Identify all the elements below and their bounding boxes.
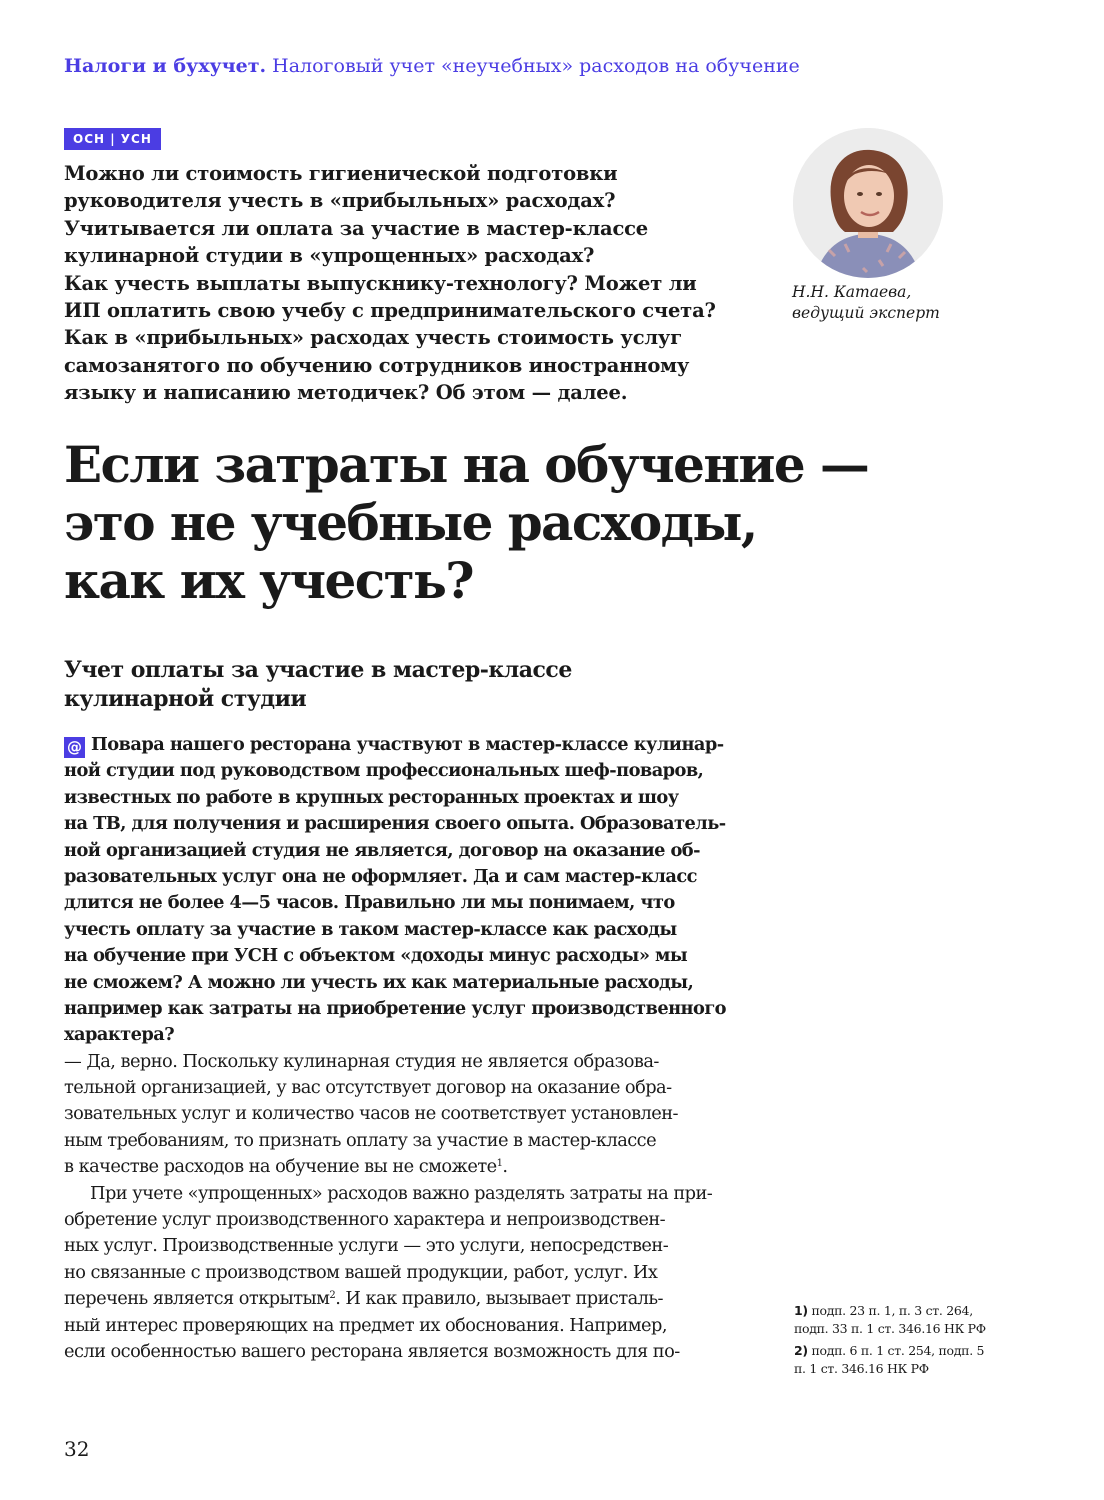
reader-question [64,732,754,1049]
lead-line: кулинарной студии в «упрощенных» расходах? [64,244,595,268]
lead-line: языку и написанию методичек? Об этом — далее. [64,381,628,405]
article-body [64,732,754,1365]
question-line: известных по работе в крупных ресторанных проектах и шоу [64,786,679,808]
subtitle-line: Учет оплаты за участие в мастер-классе [64,657,572,683]
footnote-text: п. 1 ст. 346.16 НК РФ [794,1360,929,1376]
author-caption [792,282,940,324]
lead-line: ИП оплатить свою учебу с предпринимательского счета? [64,299,716,323]
section-subtitle [64,656,572,714]
question-line: ной студии под руководством профессиональных шеф-поваров, [64,760,704,782]
lead-line: Как учесть выплаты выпускнику-технологу? Может ли [64,271,697,295]
title-line: как их учесть? [64,551,473,610]
question-line [64,732,754,758]
lead-line: Как в «прибыльных» расходах учесть стоимость услуг [64,326,682,350]
footnote-text: подп. 33 п. 1 ст. 346.16 НК РФ [794,1320,986,1336]
lead-line: самозанятого по обучению сотрудников иностранному [64,353,690,377]
paragraph-line [64,1286,754,1312]
paragraph-text: . И как правило, вызывает присталь- [335,1288,664,1310]
question-text: Повара нашего ресторана участвуют в мастер-классе кулинар- [91,734,724,755]
footnote-ref-1[interactable]: 1 [496,1158,503,1170]
footnote-text: подп. 23 п. 1, п. 3 ст. 264, [811,1303,973,1318]
page-number: 32 [64,1437,90,1461]
answer-text-end: . [502,1156,508,1178]
running-header [64,55,800,77]
author-photo [793,128,943,278]
paragraph-line: если особенностью вашего ресторана является возможность для по- [64,1340,680,1362]
question-line: например как затраты на приобретение услуг производственного [64,997,726,1019]
question-line: длится не более 4—5 часов. Правильно ли мы понимаем, что [64,892,675,914]
expert-answer [64,1049,754,1181]
paragraph-line: обретение услуг производственного характера и непроизводствен- [64,1209,666,1231]
paragraph-line: При учете «упрощенных» расходов важно разделять затраты на при- [90,1182,713,1204]
footnote-number: 2) [794,1343,808,1358]
at-sign-icon: @ [64,737,85,758]
footnote-text: подп. 6 п. 1 ст. 254, подп. 5 [811,1343,985,1358]
title-line: это не учебные расходы, [64,493,757,552]
footnote-number: 1) [794,1303,808,1318]
answer-line: ным требованиям, то признать оплату за участие в мастер-классе [64,1129,657,1151]
header-topic: Налоговый учет «неучебных» расходов на обучение [272,55,800,77]
answer-line [64,1154,754,1180]
paragraph [64,1181,754,1366]
tax-regime-tag: ОСН | УСН [64,128,161,150]
header-section: Налоги и бухучет. [64,55,267,77]
footnote-ref-2[interactable]: 2 [329,1290,336,1302]
paragraph-line: ный интерес проверяющих на предмет их обоснования. Например, [64,1314,667,1336]
paragraph-line: но связанные с производством вашей продукции, работ, услуг. Их [64,1261,658,1283]
footnote [794,1342,1044,1377]
question-line: учесть оплату за участие в таком мастер-классе как расходы [64,918,677,940]
answer-line: — Да, верно. Поскольку кулинарная студия не является образова- [64,1050,659,1072]
paragraph-text: перечень является открытым [64,1288,330,1310]
subtitle-line: кулинарной студии [64,686,307,712]
article-title [64,436,964,610]
question-line: на ТВ, для получения и расширения своего опыта. Образователь- [64,813,726,835]
lead-line: Учитывается ли оплата за участие в мастер-классе [64,216,648,240]
question-line: ной организацией студия не является, договор на оказание об- [64,839,700,861]
answer-line: зовательных услуг и количество часов не соответствует установлен- [64,1103,679,1125]
footnote [794,1302,1044,1337]
paragraph-line: ных услуг. Производственные услуги — это услуги, непосредствен- [64,1235,669,1257]
question-line: разовательных услуг она не оформляет. Да и сам мастер-класс [64,865,697,887]
lead-line: руководителя учесть в «прибыльных» расходах? [64,189,616,213]
question-line: на обучение при УСН с объектом «доходы минус расходы» мы [64,945,688,967]
question-line: не сможем? А можно ли учесть их как материальные расходы, [64,971,694,993]
author-role: ведущий эксперт [792,304,940,322]
answer-line: тельной организацией, у вас отсутствует договор на оказание обра- [64,1077,672,1099]
title-line: Если затраты на обучение — [64,435,869,494]
answer-text: в качестве расходов на обучение вы не сможете [64,1156,497,1178]
question-line: характера? [64,1024,175,1046]
lead-questions [64,160,754,407]
author-name: Н.Н. Катаева, [792,283,912,301]
footnotes [794,1302,1044,1382]
lead-line: Можно ли стоимость гигиенической подготовки [64,162,618,185]
author-portrait-icon [793,128,943,278]
